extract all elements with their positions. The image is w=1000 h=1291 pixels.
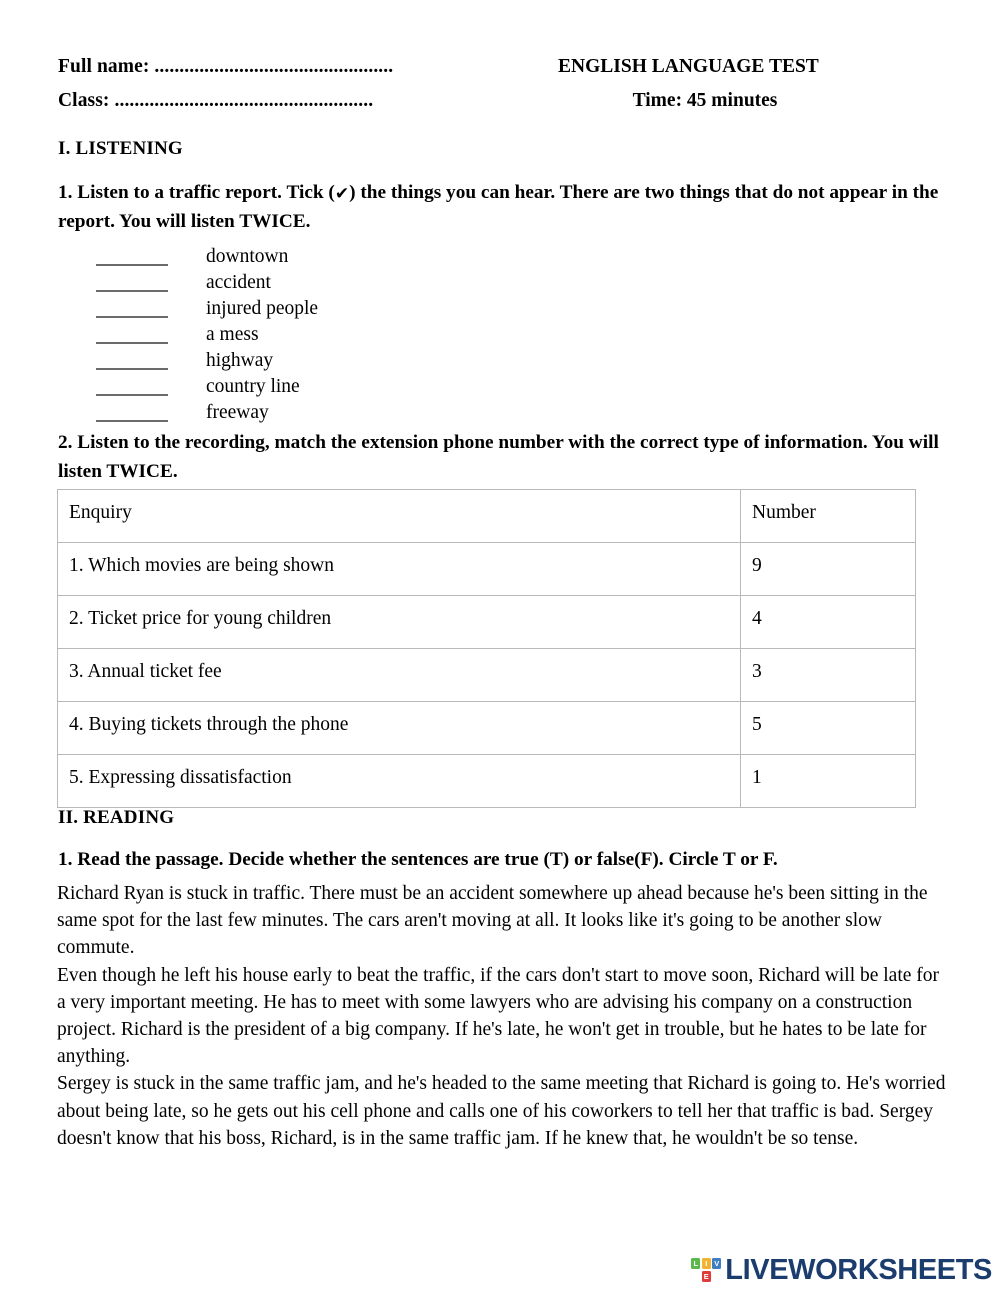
listening-q2-instruction: 2. Listen to the recording, match the extension phone number with the correct type of information. You will listen TWICE. bbox=[58, 432, 939, 482]
list-item[interactable] bbox=[96, 270, 318, 296]
list-item-label: freeway bbox=[206, 402, 269, 423]
cell-number[interactable]: 5 bbox=[741, 702, 916, 755]
class-field-label[interactable]: Class: .................................................... bbox=[58, 90, 374, 111]
list-item[interactable] bbox=[96, 296, 318, 322]
list-item-label: highway bbox=[206, 350, 274, 371]
logo-tile-v: V bbox=[714, 1259, 720, 1269]
listening-q1-instruction bbox=[58, 178, 944, 236]
column-header-number: Number bbox=[741, 490, 916, 543]
logo-tile-l: L bbox=[691, 1258, 700, 1269]
liveworksheets-logo[interactable] bbox=[691, 1253, 992, 1287]
table-row bbox=[58, 755, 916, 808]
table-row bbox=[58, 543, 916, 596]
column-header-enquiry: Enquiry bbox=[58, 490, 741, 543]
header-row-class bbox=[58, 90, 942, 124]
logo-tile-blank bbox=[712, 1271, 721, 1282]
section-heading-listening: I. LISTENING bbox=[58, 138, 183, 159]
listening-q1-instruction-part1: 1. Listen to a traffic report. Tick ( bbox=[58, 182, 335, 203]
logo-tile-blank bbox=[691, 1271, 700, 1282]
list-item[interactable] bbox=[96, 322, 318, 348]
table-header-row bbox=[58, 490, 916, 543]
answer-blank[interactable] bbox=[96, 420, 168, 422]
list-item-label: a mess bbox=[206, 324, 259, 345]
list-item-label: downtown bbox=[206, 246, 289, 267]
passage-paragraph: Even though he left his house early to beat the traffic, if the cars don't start to move soon, Richard will be late for a very important meeting. He has to meet with some lawyers who are advising his company on a construction project. Richard is the president of a big company. If he's late, he won't get in trouble, but he hates to be late for anything. bbox=[57, 964, 940, 1068]
answer-blank[interactable] bbox=[96, 316, 168, 318]
answer-blank[interactable] bbox=[96, 368, 168, 370]
list-item-label: country line bbox=[206, 376, 300, 397]
cell-enquiry: 5. Expressing dissatisfaction bbox=[58, 755, 741, 808]
section-heading-reading: II. READING bbox=[58, 807, 175, 828]
table-row bbox=[58, 649, 916, 702]
enquiry-table bbox=[57, 489, 916, 808]
list-item[interactable] bbox=[96, 348, 318, 374]
listening-q1-instruction-part2: ) the things you can hear. There are two things that do not appear in the report. You will listen TWICE. bbox=[58, 182, 939, 232]
logo-tile-i: I bbox=[702, 1258, 711, 1269]
list-item[interactable] bbox=[96, 400, 318, 426]
list-item[interactable] bbox=[96, 244, 318, 270]
cell-enquiry: 3. Annual ticket fee bbox=[58, 649, 741, 702]
full-name-field-label[interactable]: Full name: ................................................ bbox=[58, 56, 394, 77]
cell-enquiry: 2. Ticket price for young children bbox=[58, 596, 741, 649]
answer-blank[interactable] bbox=[96, 342, 168, 344]
table-row bbox=[58, 596, 916, 649]
answer-blank[interactable] bbox=[96, 394, 168, 396]
cell-number[interactable]: 4 bbox=[741, 596, 916, 649]
listening-q1-checklist bbox=[96, 244, 318, 426]
passage-paragraph: Richard Ryan is stuck in traffic. There must be an accident somewhere up ahead because he's been sitting in the same spot for the last few minutes. The cars aren't moving at all. It looks like it's going to be another slow commute. bbox=[57, 883, 928, 959]
table-row bbox=[58, 702, 916, 755]
cell-number[interactable]: 3 bbox=[741, 649, 916, 702]
passage-paragraph: Sergey is stuck in the same traffic jam, and he's headed to the same meeting that Richard is going to. He's worried about being late, so he gets out his cell phone and calls one of his coworkers to tell her that traffic is bad. Sergey doesn't know that his boss, Richard, is in the same traffic jam. If he knew that, he wouldn't be so tense. bbox=[57, 1073, 946, 1149]
list-item-label: accident bbox=[206, 272, 271, 293]
list-item[interactable] bbox=[96, 374, 318, 400]
list-item-label: injured people bbox=[206, 298, 319, 319]
cell-enquiry: 4. Buying tickets through the phone bbox=[58, 702, 741, 755]
page-title: ENGLISH LANGUAGE TEST bbox=[558, 56, 819, 77]
checkmark-icon: ✔ bbox=[334, 184, 350, 204]
cell-number[interactable]: 1 bbox=[741, 755, 916, 808]
cell-number[interactable]: 9 bbox=[741, 543, 916, 596]
reading-passage bbox=[57, 880, 948, 1152]
answer-blank[interactable] bbox=[96, 290, 168, 292]
liveworksheets-wordmark: LIVEWORKSHEETS bbox=[725, 1253, 992, 1286]
liveworksheets-logo-icon bbox=[691, 1258, 721, 1282]
logo-tile-e: E bbox=[703, 1271, 709, 1281]
reading-q1-instruction: 1. Read the passage. Decide whether the sentences are true (T) or false(F). Circle T or F. bbox=[58, 849, 778, 870]
cell-enquiry: 1. Which movies are being shown bbox=[58, 543, 741, 596]
time-limit-label: Time: 45 minutes bbox=[632, 90, 778, 111]
answer-blank[interactable] bbox=[96, 264, 168, 266]
header-row-name bbox=[58, 56, 942, 90]
worksheet-header bbox=[58, 56, 942, 132]
enquiry-table-wrapper bbox=[57, 489, 915, 808]
